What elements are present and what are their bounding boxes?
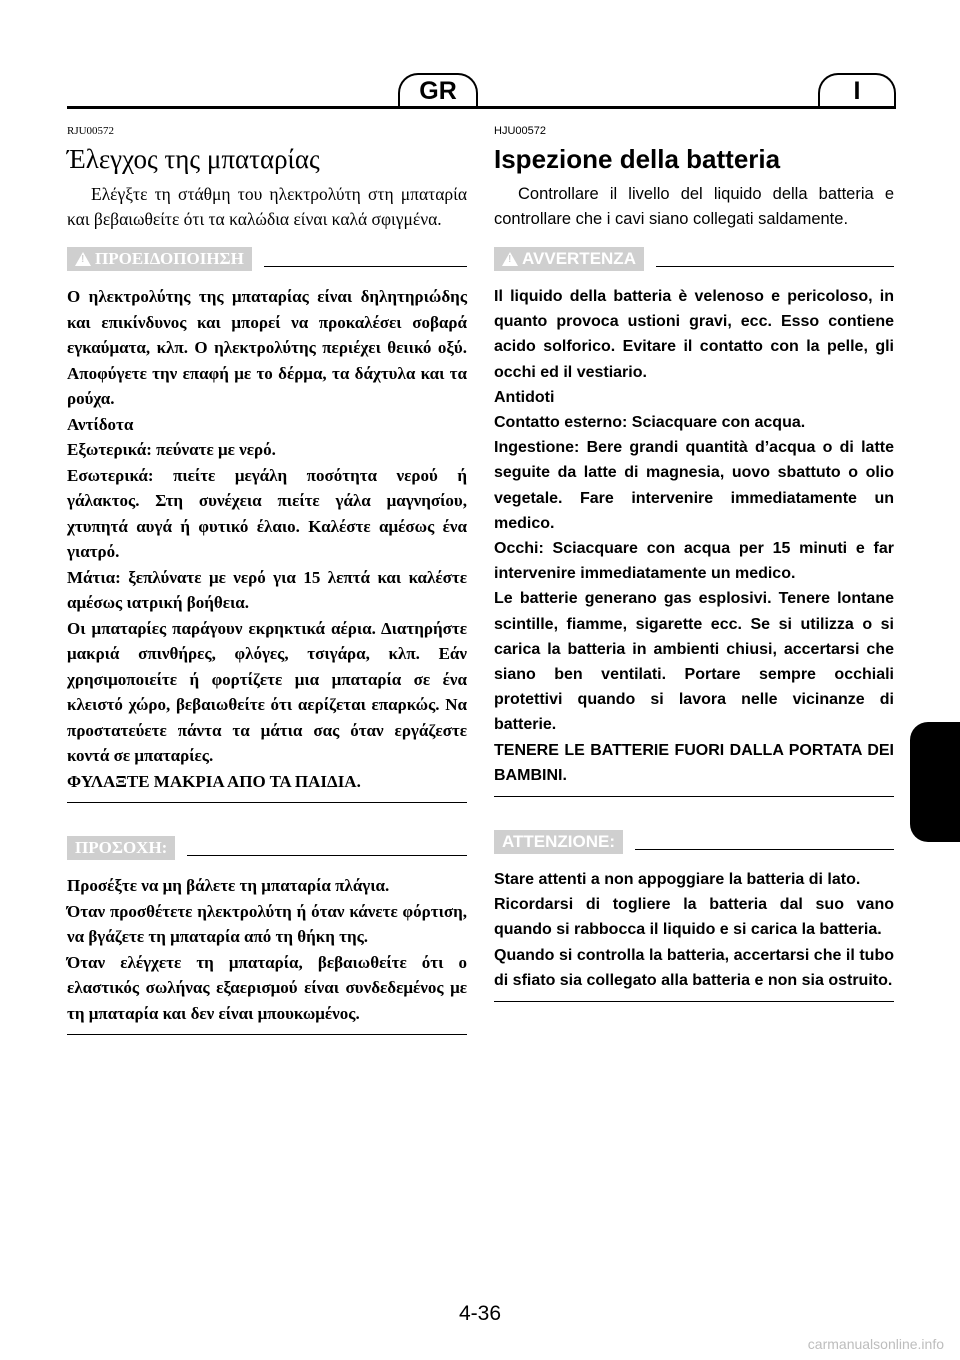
warning-label-text: AVVERTENZA [522, 249, 636, 268]
warning-triangle-icon [75, 252, 91, 266]
caution-paragraph: Ricordarsi di togliere la batteria dal suo vano quando si rabbocca il liquido e si carica la batteria. [494, 896, 894, 939]
watermark: carmanualsonline.info [807, 1336, 944, 1352]
warning-label-text: ΠΡΟΕΙΔΟΠΟΙΗΣΗ [95, 249, 244, 268]
label-rule [635, 849, 894, 850]
warning-paragraph: Le batterie generano gas esplosivi. Tenere lontane scintille, fiamme, sigarette ecc. Se si utilizza o si carica la batteria in ambienti chiusi, accertarsi che siano ben ventilati. Portare sempre occhiali protettivi quando si lavora nelle vicinanze di batterie. [494, 590, 894, 734]
caution-paragraph: Quando si controlla la batteria, accertarsi che il tubo di sfiato sia collegato alla batteria e non sia ostruito. [494, 946, 894, 989]
section-intro: Ελέγξτε τη στάθμη του ηλεκτρολύτη στη μπαταρία και βεβαιωθείτε ότι τα καλώδια είναι καλά σφιγμένα. [67, 184, 467, 229]
caution-paragraph: Προσέξτε να μη βάλετε τη μπαταρία πλάγια. [67, 876, 390, 895]
italian-column [494, 122, 894, 1002]
caution-block [67, 873, 467, 1035]
page-header [0, 0, 960, 120]
caution-paragraph: Όταν προσθέτετε ηλεκτρολύτη ή όταν κάνετε φόρτιση, να βγάζετε τη μπαταρία από τη θήκη της. [67, 901, 467, 946]
warning-paragraph: Εσωτερικά: πιείτε μεγάλη ποσότητα νερού ή γάλακτος. Στη συνέχεια πιείτε γάλα μαγνησίου, χτυπητά αυγά ή φυτικό έλαιο. Καλέστε αμέσως ένα γιατρό. [67, 465, 467, 561]
block-end-rule [494, 1001, 894, 1002]
label-rule [264, 266, 467, 267]
warning-paragraph: Αντίδοτα [67, 414, 134, 434]
section-intro: Controllare il livello del liquido della batteria e controllare che i cavi siano collegati saldamente. [494, 185, 894, 228]
warning-paragraph: Il liquido della batteria è velenoso e pericoloso, in quanto provoca ustioni gravi, ecc. Esso contiene acido solforico. Evitare il contatto con la pelle, gli occhi ed il vestiario. [494, 288, 894, 381]
caution-paragraph: Όταν ελέγχετε τη μπαταρία, βεβαιωθείτε ότι ο ελαστικός σωλήνας εξαερισμού είναι συνδεδεμένος με τη μπαταρία και δεν είναι μπουκωμένος. [67, 952, 467, 1023]
caution-block [494, 867, 894, 1002]
warning-paragraph: Οι μπαταρίες παράγουν εκρηκτικά αέρια. Διατηρήστε μακριά σπινθήρες, φλόγες, τσιγάρα, κλπ. Εάν χρησιμοποιείτε ή φορτίζετε μια μπαταρία σε ένα κλειστό χώρο, βεβαιωθείτε ότι αερίζεται επαρκώς. Να προστατεύετε πάντα τα μάτια σας όταν εργάζεστε κοντά σε μπαταρίες. [67, 618, 467, 765]
warning-triangle-icon [502, 252, 518, 266]
warning-paragraph: ΦΥΛΑΞΤΕ ΜΑΚΡΙΑ ΑΠΟ ΤΑ ΠΑΙΔΙΑ. [67, 771, 361, 791]
greek-column [67, 122, 467, 1035]
warning-paragraph: Antidoti [494, 388, 555, 406]
label-rule [656, 266, 894, 267]
section-code: HJU00572 [494, 125, 546, 137]
header-rule [67, 106, 896, 109]
chapter-side-tab [910, 722, 960, 842]
block-end-rule [67, 1034, 467, 1035]
warning-paragraph: Ingestione: Bere grandi quantità d’acqua o di latte seguite da latte di magnesia, uovo sbattuto o olio vegetale. Fare intervenire immediatamente un medico. [494, 439, 894, 532]
language-tab-i: I [818, 73, 896, 107]
caution-paragraph: Stare attenti a non appoggiare la batteria di lato. [494, 871, 861, 889]
warning-paragraph: Occhi: Sciacquare con acqua per 15 minuti e far intervenire immediatamente un medico. [494, 540, 894, 583]
warning-header [494, 246, 894, 272]
caution-header [494, 829, 894, 855]
warning-paragraph: Εξωτερικά: πεύνατε με νερό. [67, 440, 276, 459]
warning-paragraph: TENERE LE BATTERIE FUORI DALLA PORTATA DEI BAMBINI. [494, 741, 894, 784]
page-number: 4-36 [458, 1302, 502, 1325]
language-tab-gr: GR [398, 73, 478, 107]
label-rule [187, 855, 467, 856]
warning-paragraph: Contatto esterno: Sciacquare con acqua. [494, 414, 806, 432]
warning-block [67, 284, 467, 803]
warning-header [67, 246, 467, 272]
section-title: Έλεγχος της μπαταρίας [67, 144, 320, 174]
warning-label [494, 247, 644, 271]
section-title: Ispezione della batteria [494, 144, 781, 174]
section-code: RJU00572 [67, 125, 115, 137]
warning-block [494, 284, 894, 797]
warning-paragraph: Ο ηλεκτρολύτης της μπαταρίας είναι δηλητηριώδης και επικίνδυνος και μπορεί να προκαλέσει σοβαρά εγκαύματα, κλπ. Ο ηλεκτρολύτης περιέχει θειικό οξύ. Αποφύγετε την επαφή με το δέρμα, τα δάχτυλα και τα ρούχα. [67, 287, 467, 408]
warning-label [67, 247, 252, 271]
caution-header [67, 835, 467, 861]
caution-label: ΠΡΟΣΟΧΗ: [67, 836, 175, 860]
caution-label: ATTENZIONE: [494, 830, 623, 854]
warning-paragraph: Μάτια: ξεπλύνατε με νερό για 15 λεπτά και καλέστε αμέσως ιατρική βοήθεια. [67, 567, 467, 612]
